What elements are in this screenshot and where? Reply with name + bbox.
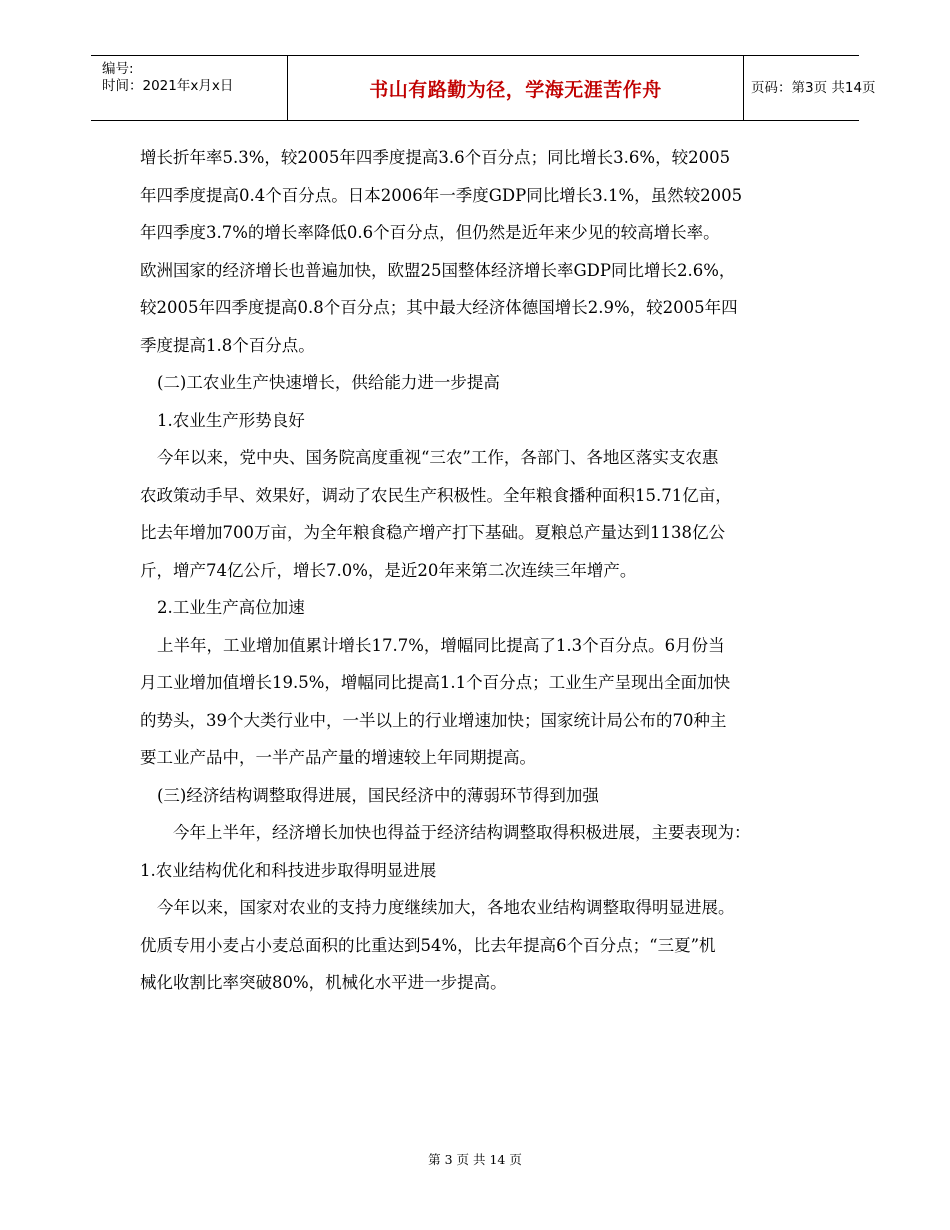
- paragraph-line: 今年上半年，经济增长加快也得益于经济结构调整取得积极进展，主要表现为：: [173, 823, 751, 842]
- paragraph-line: 增长折年率5.3%，较2005年四季度提高3.6个百分点；同比增长3.6%，较2005: [140, 148, 731, 167]
- header-motto: 书山有路勤为径，学海无涯苦作舟: [369, 78, 662, 101]
- paragraph-line: 比去年增加700万亩，为全年粮食稳产增产打下基础。夏粮总产量达到1138亿公: [140, 523, 725, 542]
- header-info-cell: [91, 56, 287, 120]
- paragraph-line: 季度提高1.8个百分点。: [140, 335, 315, 355]
- header-motto-cell: [287, 56, 744, 120]
- paragraph-line: 斤，增产74亿公斤，增长7.0%，是近20年来第二次连续三年增产。: [140, 560, 637, 580]
- paragraph-line: 月工业增加值增长19.5%，增幅同比提高1.1个百分点；工业生产呈现出全面加快: [140, 673, 731, 692]
- paragraph-line: 要工业产品中，一半产品产量的增速较上年同期提高。: [140, 748, 536, 767]
- document-time-label: 时间：2021年x月x日: [102, 78, 234, 94]
- paragraph-line: 的势头，39个大类行业中，一半以上的行业增速加快；国家统计局公布的70种主: [140, 710, 727, 730]
- document-number-label: 编号:: [102, 61, 134, 77]
- paragraph-line: 优质专用小麦占小麦总面积的比重达到54%，比去年提高6个百分点；“三夏”机: [140, 935, 716, 955]
- paragraph-line: 今年以来，党中央、国务院高度重视“三农”工作，各部门、各地区落实支农惠: [157, 448, 719, 467]
- section-heading: (三)经济结构调整取得进展，国民经济中的薄弱环节得到加强: [157, 785, 599, 805]
- subsection-heading: 1.农业生产形势良好: [157, 410, 305, 430]
- subsection-heading: 2.工业生产高位加速: [157, 598, 305, 617]
- section-heading: (二)工农业生产快速增长，供给能力进一步提高: [157, 373, 500, 392]
- paragraph-line: 年四季度3.7%的增长率降低0.6个百分点，但仍然是近年来少见的较高增长率。: [140, 223, 720, 242]
- paragraph-line: 农政策动手早、效果好，调动了农民生产积极性。全年粮食播种面积15.71亿亩，: [140, 485, 732, 505]
- paragraph-line: 今年以来，国家对农业的支持力度继续加大，各地农业结构调整取得明显进展。: [157, 898, 735, 917]
- page-footer: 第 3 页 共 14 页: [428, 1152, 522, 1167]
- document-body: [140, 139, 810, 1002]
- header-page-cell: [744, 56, 876, 120]
- paragraph-line: 较2005年四季度提高0.8个百分点；其中最大经济体德国增长2.9%，较2005年四: [140, 298, 738, 317]
- paragraph-line: 欧洲国家的经济增长也普遍加快，欧盟25国整体经济增长率GDP同比增长2.6%，: [140, 260, 736, 280]
- subsection-heading: 1.农业结构优化和科技进步取得明显进展: [140, 860, 437, 880]
- header-page-code: 页码：第3页 共14页: [751, 80, 876, 96]
- paragraph-line: 上半年，工业增加值累计增长17.7%，增幅同比提高了1.3个百分点。6月份当: [157, 635, 725, 655]
- page-header: [91, 55, 876, 121]
- paragraph-line: 械化收割比率突破80%，机械化水平进一步提高。: [140, 973, 507, 992]
- paragraph-line: 年四季度提高0.4个百分点。日本2006年一季度GDP同比增长3.1%，虽然较2005: [140, 185, 743, 205]
